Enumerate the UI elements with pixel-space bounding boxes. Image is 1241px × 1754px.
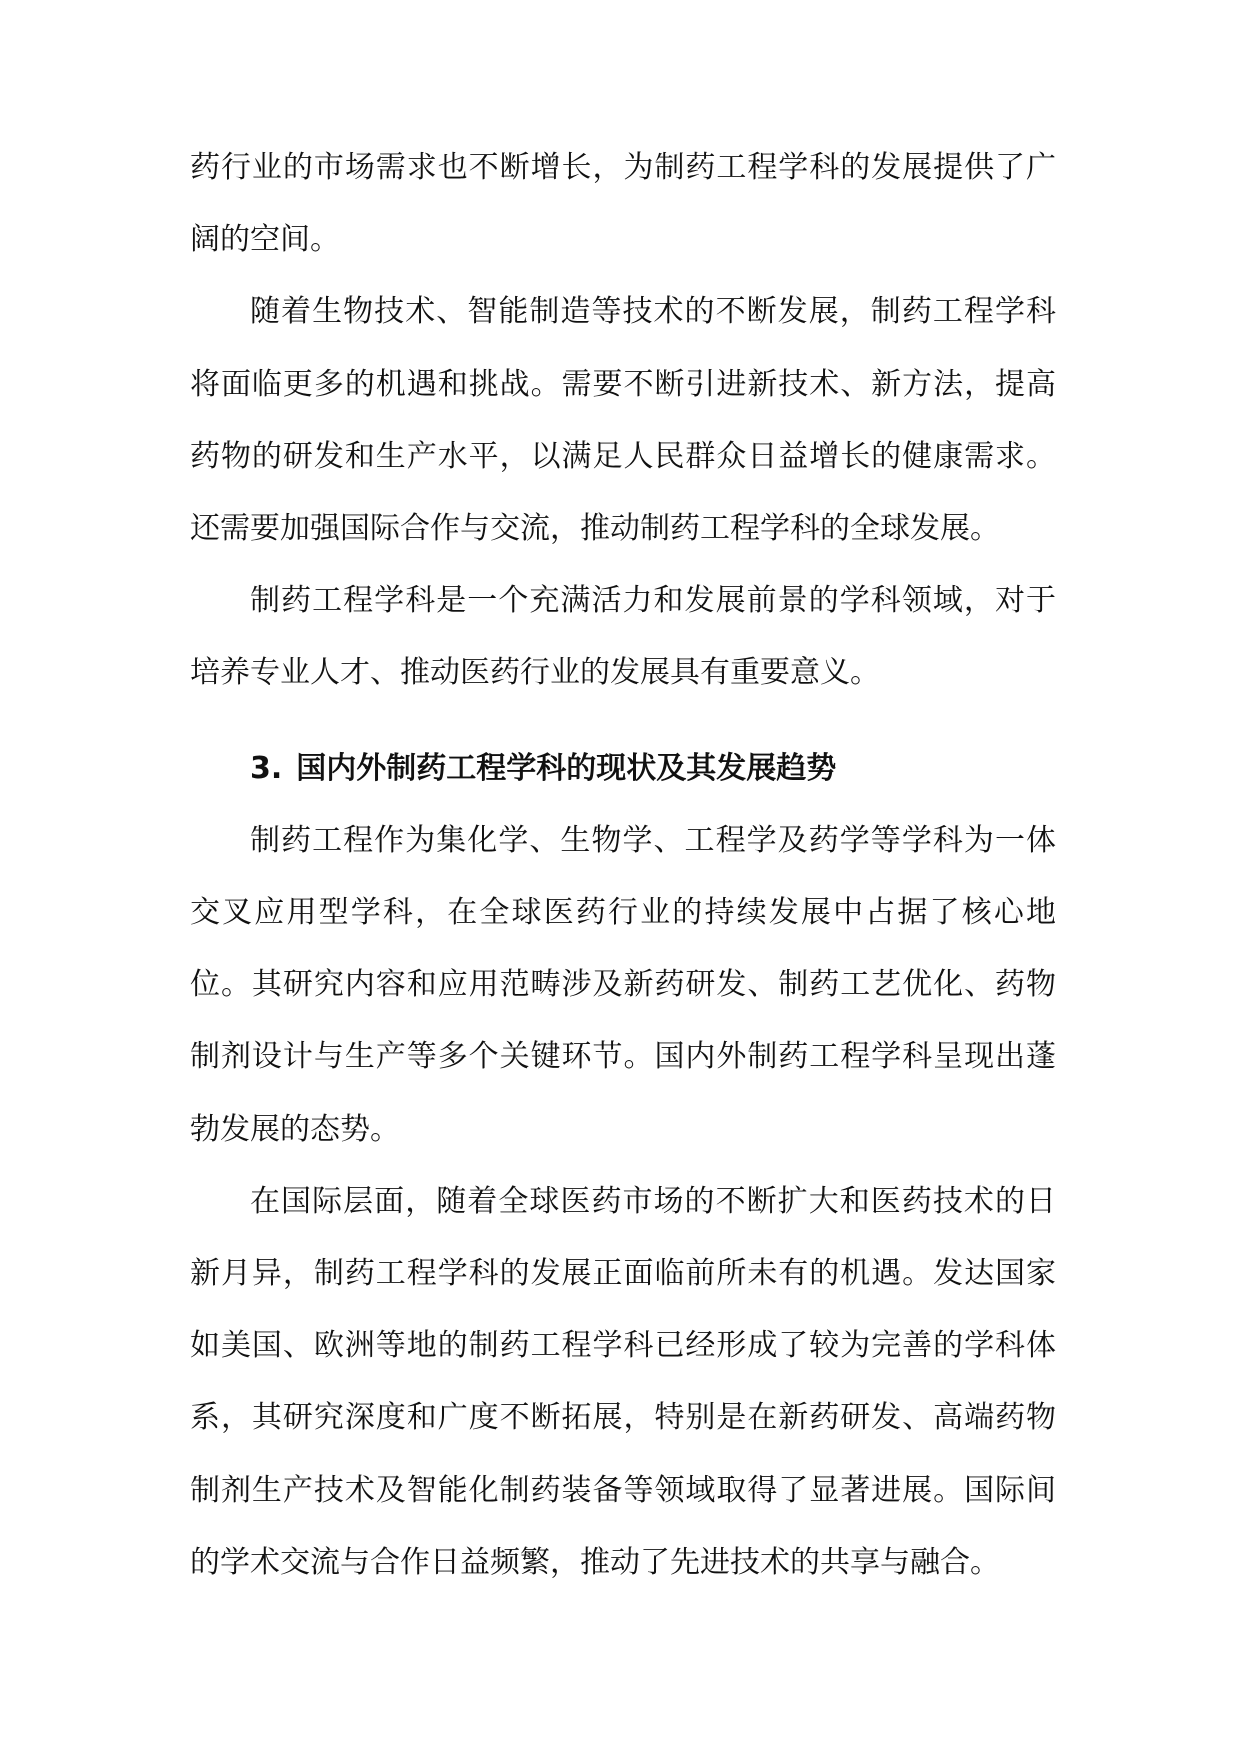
section-heading: [190, 733, 1056, 805]
paragraph-discipline-overview: 制药工程作为集化学、生物学、工程学及药学等学科为一体交叉应用型学科，在全球医药行业的持续发展中占据了核心地位。其研究内容和应用范畴涉及新药研发、制药工艺优化、药物制剂设计与生产等多个关键环节。国内外制药工程学科呈现出蓬勃发展的态势。: [190, 822, 1056, 1147]
paragraph-discipline-significance: 制药工程学科是一个充满活力和发展前景的学科领域，对于培养专业人才、推动医药行业的发展具有重要意义。: [190, 583, 1056, 691]
paragraph-international-status: 在国际层面，随着全球医药市场的不断扩大和医药技术的日新月异，制药工程学科的发展正面临前所未有的机遇。发达国家如美国、欧洲等地的制药工程学科已经形成了较为完善的学科体系，其研究深度和广度不断拓展，特别是在新药研发、高端药物制剂生产技术及智能化制药装备等领域取得了显著进展。国际间的学术交流与合作日益频繁，推动了先进技术的共享与融合。: [190, 1183, 1056, 1580]
paragraph-continuation: 药行业的市场需求也不断增长，为制药工程学科的发展提供了广阔的空间。: [190, 150, 1056, 258]
section-title: 国内外制药工程学科的现状及其发展趋势: [296, 750, 837, 786]
document-body: [190, 132, 1056, 1599]
section-number: 3.: [250, 750, 283, 786]
paragraph-development-challenges: 随着生物技术、智能制造等技术的不断发展，制药工程学科将面临更多的机遇和挑战。需要不断引进新技术、新方法，提高药物的研发和生产水平，以满足人民群众日益增长的健康需求。还需要加强国际合作与交流，推动制药工程学科的全球发展。: [190, 294, 1056, 547]
